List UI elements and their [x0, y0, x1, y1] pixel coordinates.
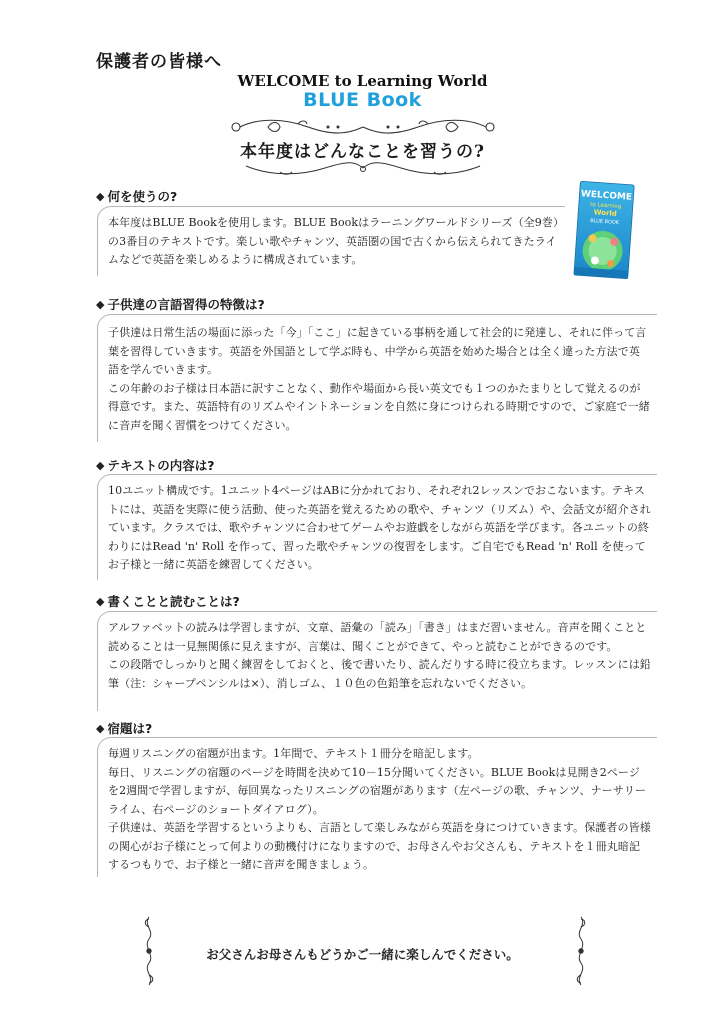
diamond-bullet-icon: ◆: [96, 297, 105, 311]
footer-message: お父さんお母さんもどうかご一緒に楽しんでください。: [206, 947, 519, 962]
section-heading-text: 宿題は?: [107, 721, 153, 736]
paragraph: アルファベットの読みは学習しますが、文章、語彙の「読み」「書き」はまだ習いません。音声を聞くことと読めることは一見無関係に見えますが、言葉は、聞くことができて、やっと読むことができるのです。: [108, 621, 647, 653]
section-heading-writing-reading: [96, 591, 240, 611]
header-subtitle: BLUE Book: [303, 89, 422, 111]
section-heading-language-acquisition: [96, 294, 265, 314]
book-cover-line1: WELCOME: [580, 189, 633, 203]
paragraph: この年齢のお子様は日本語に訳すことなく、動作や場面から長い英文でも１つのかたまりとして覚えるのが得意です。また、英語特有のリズムやイントネーションを自然に身につけられる時期ですので、ご家庭で一緒に音声を聞く習慣をつけてください。: [108, 381, 650, 432]
section-heading-text: 子供達の言語習得の特徴は?: [107, 297, 265, 312]
header-title: WELCOME to Learning World: [237, 72, 488, 90]
paragraph: 子供達は、英語を学習するというよりも、言語として楽しみながら英語を身につけていきます。保護者の皆様の関心がお子様にとって何よりの動機付けになりますので、お母さんやお父さんも、テキストを１冊丸暗記するつもりで、お子様と一緒に音声を聞きましょう。: [108, 821, 651, 871]
section-box-what-to-use: [97, 206, 565, 276]
main-title: 本年度はどんなことを習うの?: [240, 142, 485, 162]
book-cover-line3: World: [593, 208, 618, 218]
diamond-bullet-icon: ◆: [96, 458, 105, 472]
section-box-language-acquisition: [97, 314, 657, 442]
section-heading-text-contents: [96, 455, 214, 475]
paragraph: 本年度はBLUE Bookを使用します。BLUE Bookはラーニングワールドシリーズ（全9巻）の3番目のテキストです。楽しい歌やチャンツ、英語圏の国で古くから伝えられてきたライムなどで英語を楽しめるように構成されています。: [108, 216, 559, 266]
diamond-bullet-icon: ◆: [96, 189, 105, 203]
section-box-text-contents: [97, 474, 657, 580]
paragraph: 毎週リスニングの宿題が出ます。1年間で、テキスト１冊分を暗記します。: [108, 747, 479, 760]
section-heading-text: 書くことと読むことは?: [107, 594, 240, 609]
ornament-top: [228, 116, 498, 138]
section-box-writing-reading: [97, 611, 657, 711]
paragraph: 毎日、リスニングの宿題のページを時間を決めて10－15分聞いてください。BLUE Bookは見開き2ページを2週間で学習しますが、毎回異なったリスニングの宿題があります（左ページの歌、チャンツ、ナーサリーライム、右ページのショートダイアログ）。: [108, 765, 647, 816]
book-cover-line2: to Learning: [589, 201, 622, 211]
diamond-bullet-icon: ◆: [96, 721, 105, 735]
greeting: 保護者の皆様へ: [96, 52, 222, 72]
ornament-bottom: [240, 160, 486, 178]
section-heading-homework: [96, 718, 152, 738]
paragraph: 子供達は日常生活の場面に添った「今」「ここ」に起きている事柄を通して社会的に発達し、それに伴って言葉を習得していきます。英語を外国語として学ぶ時も、中学から英語を始めた場合とは全く違った方法で英語を学んでいきます。: [108, 326, 647, 376]
book-cover-image: [573, 181, 635, 281]
paragraph: この段階でしっかりと聞く練習をしておくと、後で書いたり、読んだりする時に役立ちます。レッスンには鉛筆（注：シャープペンシルは×）、消しゴム、１０色の色鉛筆を忘れないでください。: [108, 658, 651, 690]
section-heading-text: 何を使うの?: [107, 189, 178, 204]
section-box-homework: [97, 737, 657, 877]
book-cover-line4: BLUE BOOK: [590, 218, 620, 227]
section-heading-text: テキストの内容は?: [107, 458, 215, 473]
section-heading-what-to-use: [96, 186, 177, 206]
paragraph: 10ユニット構成です。1ユニット4ページはABに分かれており、それぞれ2レッスンでおこないます。テキストには、英語を実際に使う活動、使った英語を覚えるための歌や、チャンツ（リズム）や、会話文が紹介されています。クラスでは、歌やチャンツに合わせてゲームやお遊戯をしながら英語を学びます。各ユニットの終わりにはRead 'n' Roll を作って、習った歌やチャンツの復習をします。ご自宅でもRead 'n' Roll を使ってお子様と一緒に英語を練習してください。: [108, 484, 651, 571]
diamond-bullet-icon: ◆: [96, 594, 105, 608]
